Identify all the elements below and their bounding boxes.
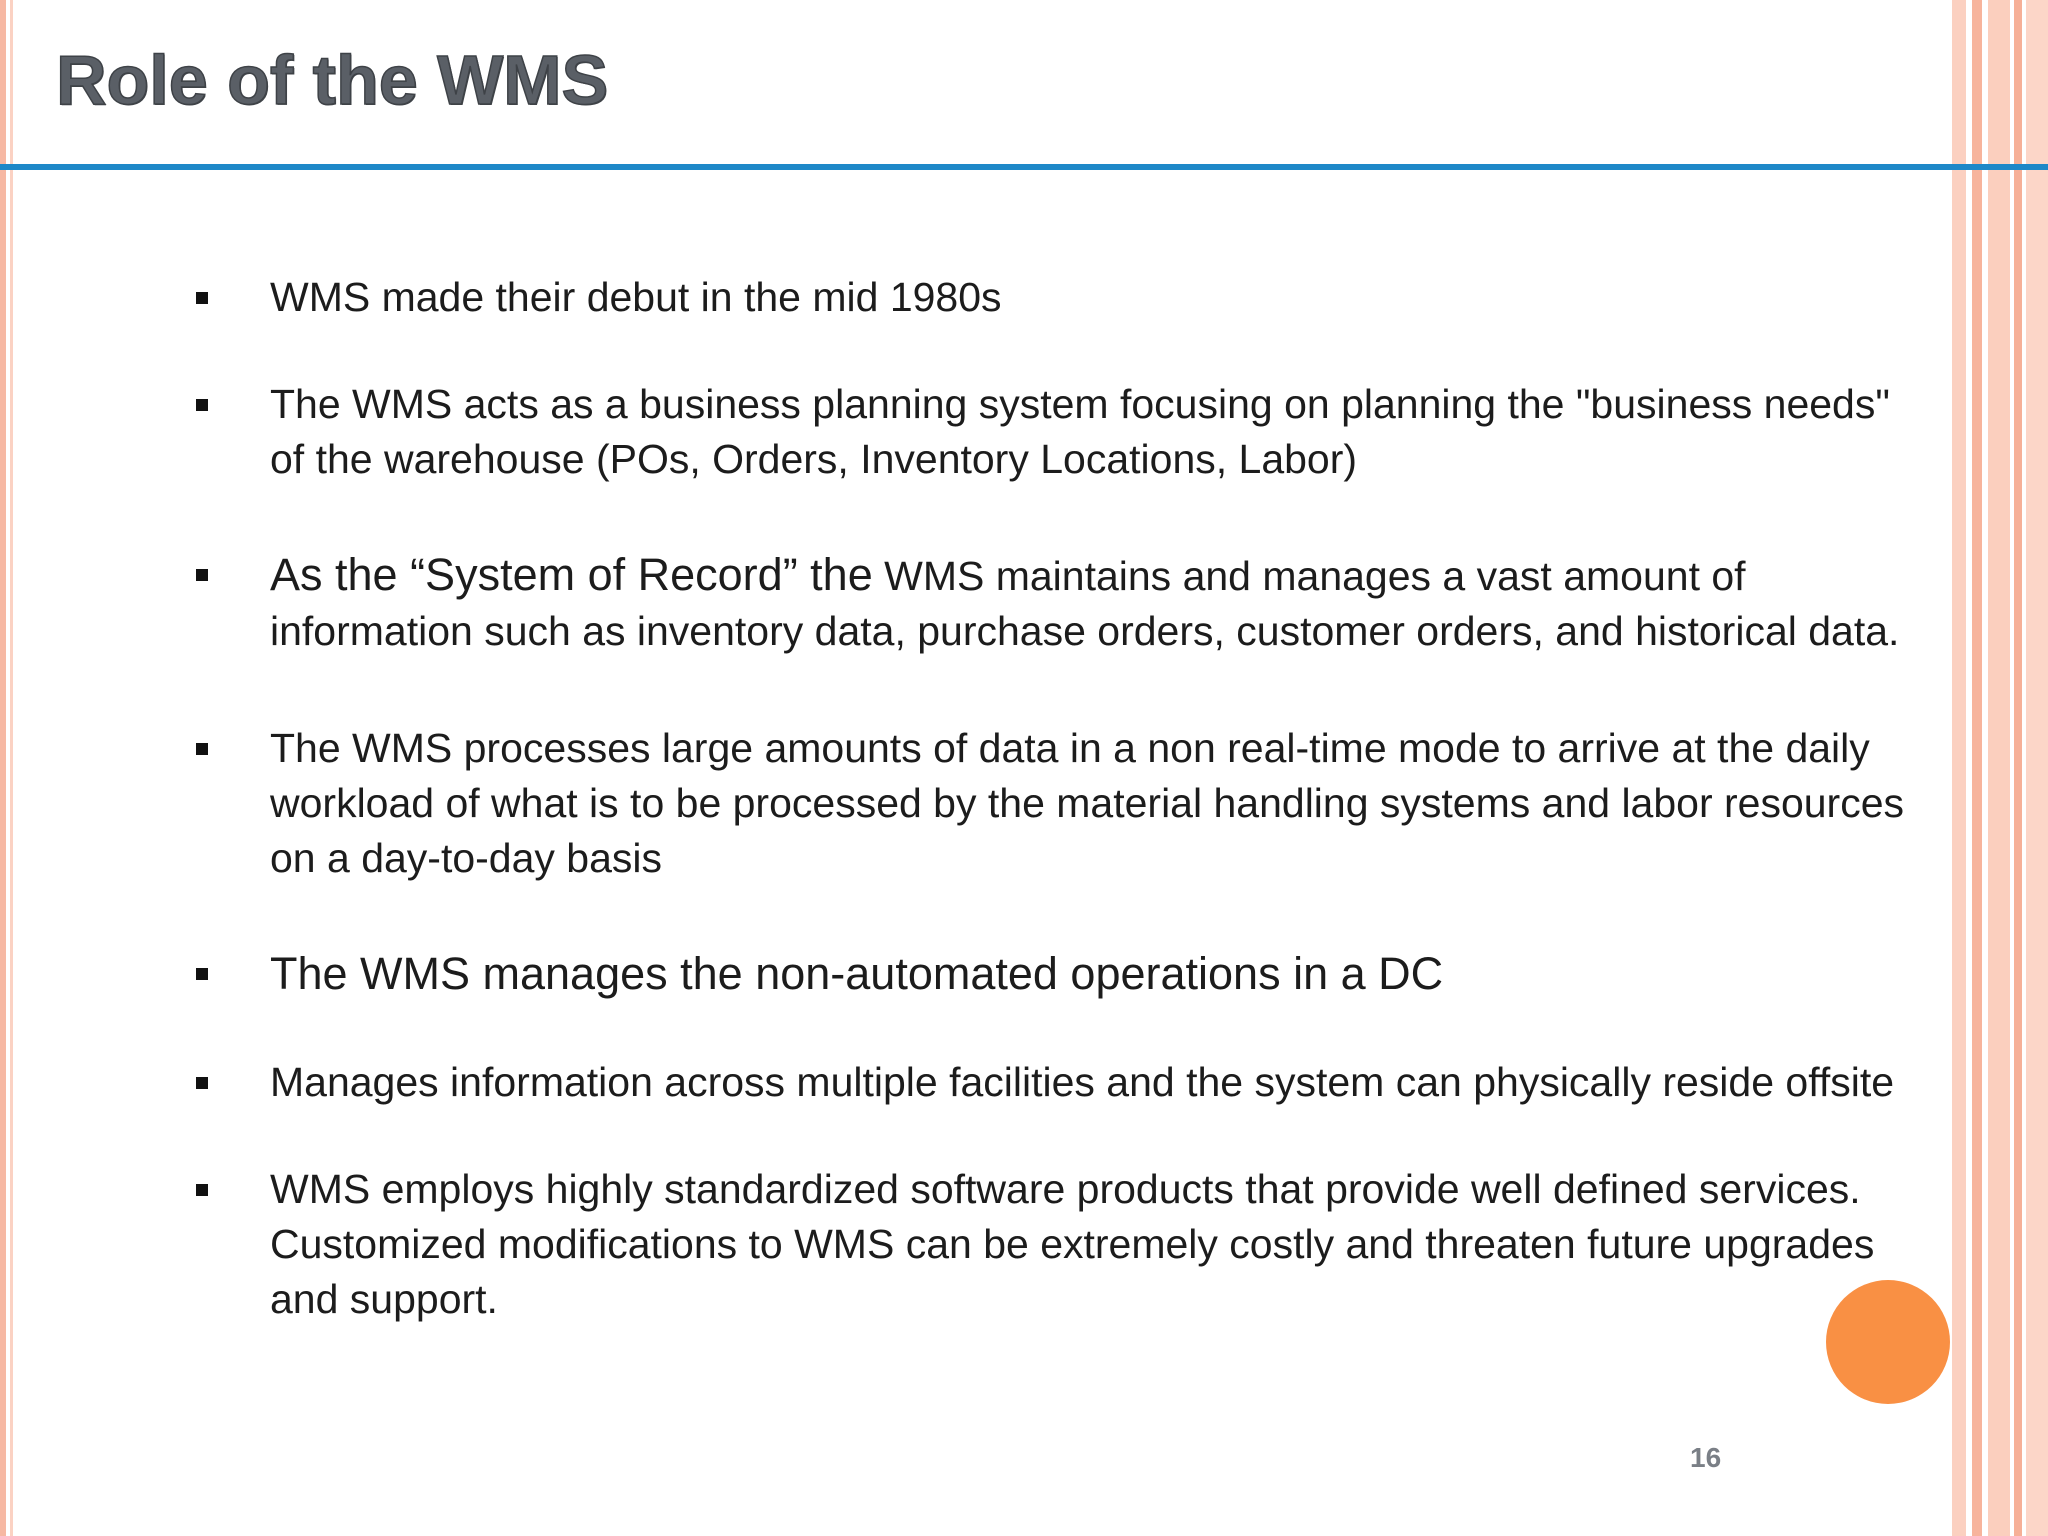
bullet-item <box>190 547 1930 659</box>
bullet-item <box>190 946 1930 1003</box>
right-border-stripe <box>1952 0 1966 1536</box>
square-bullet-icon <box>196 399 208 411</box>
left-border-stripe <box>0 0 6 1536</box>
bullet-list <box>190 270 1930 1327</box>
bullet-text: WMS employs highly standardized software products that provide well defined services. Customized modifications to WMS can be extremely costly and threaten future upgrades and support. <box>270 1166 1875 1322</box>
right-border-stripe <box>1972 0 1982 1536</box>
bullet-item <box>190 1162 1930 1327</box>
square-bullet-icon <box>196 968 208 980</box>
bullet-item <box>190 377 1930 487</box>
bullet-item <box>190 1055 1930 1110</box>
pointer-highlight-icon <box>1826 1280 1950 1404</box>
bullet-item <box>190 721 1930 886</box>
page-number: 16 <box>1690 1442 1722 1473</box>
right-border-stripe <box>2026 0 2048 1536</box>
right-border-stripe <box>1988 0 2010 1536</box>
square-bullet-icon <box>196 1077 208 1089</box>
bullet-text: Manages information across multiple facilities and the system can physically reside offsite <box>270 1059 1895 1105</box>
square-bullet-icon <box>196 292 208 304</box>
bullet-lead-text: As the “System of Record” the <box>270 549 873 600</box>
bullet-text: WMS maintains and manages a vast amount of information such as inventory data, purchase orders, customer orders, and historical data. <box>270 553 1900 654</box>
bullet-text: WMS made their debut in the mid 1980s <box>270 274 1002 320</box>
left-border-stripe-inner <box>10 0 13 1536</box>
title-divider <box>0 164 2048 170</box>
bullet-text: The WMS acts as a business planning system focusing on planning the "business needs" of the warehouse (POs, Orders, Inventory Locations, Labor) <box>270 381 1890 482</box>
right-border-stripe <box>2014 0 2022 1536</box>
square-bullet-icon <box>196 1184 208 1196</box>
square-bullet-icon <box>196 569 208 581</box>
slide-title: Role of the WMS <box>56 41 609 119</box>
bullet-text: The WMS processes large amounts of data in a non real-time mode to arrive at the daily workload of what is to be processed by the material handling systems and labor resources on a day-to-day basis <box>270 725 1905 881</box>
bullet-item <box>190 270 1930 325</box>
square-bullet-icon <box>196 743 208 755</box>
bullet-text: The WMS manages the non-automated operations in a DC <box>270 948 1444 999</box>
